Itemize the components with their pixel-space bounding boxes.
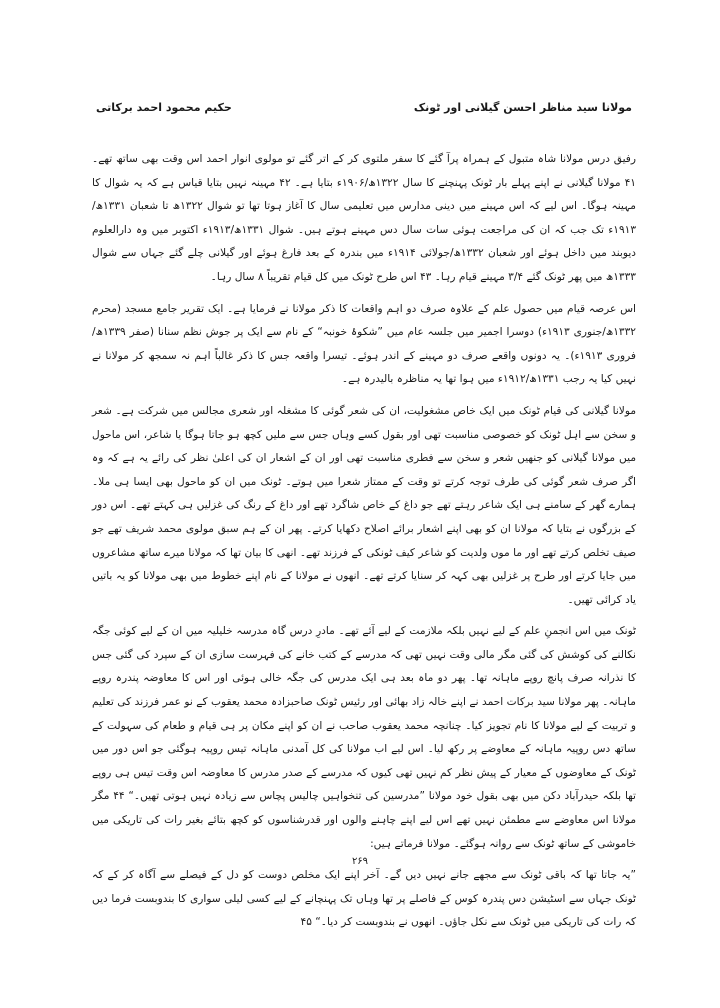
running-header (96, 101, 632, 121)
paragraph: مولانا گیلانی کی قیام ٹونک میں ایک خاص مشغولیت، ان کی شعر گوئی کا مشغلہ اور شعری مجالس میں شرکت ہے۔ شعر و سخن سے اہل ٹونک کو خصوصی مناسبت تھی اور بقول کسے وہاں جس سے ملیں کچھ ہو جاتا ہوگا یا شاعر، اس ماحول میں مولانا گیلانی کو جنھیں شعر و سخن سے فطری مناسبت تھی اور ان کے اشعار ان کی اعلیٰ نظر کی رائے یہ ہے کہ وہ اگر صرف شعر گوئی کی طرف توجہ کرتے تو وقت کے ممتاز شعرا میں ہوتے۔ ٹونک میں ان کو ماحول بھی ایسا ہی ملا۔ ہمارے گھر کے سامنے ہی ایک شاعر رہتے تھے جو داغ کے خاص شاگرد تھے اور داغ کے رنگ کی غزلیں ہی کہتے تھے۔ اس دور کے بزرگوں نے بتایا کہ مولانا ان کو بھی اپنے اشعار برائے اصلاح دکھایا کرتے۔ پھر ان کے ہم سبق مولوی محمد شریف تھے جو صیف تخلص کرتے تھے اور ما موں ولدیت کو شاعر کیف ٹونکی کے فرزند تھے۔ انھی کا بیان تھا کہ مولانا میرے ساتھ مشاعروں میں جایا کرتے اور طرح پر غزلیں بھی کہہ کر سنایا کرتے تھے۔ انھوں نے مولانا کے نام اپنے خطوط میں بھی مولانا کو یہ باتیں یاد کرائی تھیں۔ (92, 404, 636, 606)
paragraph: رفیق درس مولانا شاہ متبول کے ہمراہ پرآ گئے کا سفر ملتوی کر کے اتر گئے تو مولوی انوار احمد اس وقت بھی ساتھ تھے۔ ۴۱ مولانا گیلانی نے اپنے پہلے بار ٹونک پہنچنے کا سال ۱۳۲۲ھ/۱۹۰۶ء بتایا ہے۔ ۴۲ مہینہ نہیں بتایا قیاس ہے کہ یہ شوال کا مہینہ ہوگا۔ اس لیے کہ اس مہینے میں دینی مدارس میں تعلیمی سال کا آغاز ہوتا تھا تو شوال ۱۳۲۲ھ تا شعبان ۱۳۳۱ھ/۱۹۱۳ء تک جب کہ ان کی مراجعت ہوئی سات سال دس مہینے ہوتے ہیں۔ شوال ۱۳۳۱ھ/۱۹۱۳ء اکتوبر میں وہ دارالعلوم دیوبند میں داخل ہوئے اور شعبان ۱۳۳۲ھ/جولائی ۱۹۱۴ء میں بندرہ کے بعد فارغ ہوئے اور گیلانی چلے گئے جہاں سے شوال ۱۳۳۳ھ میں پھر ٹونک گئے ۳/۴ مہینے قیام رہا۔ ۴۳ اس طرح ٹونک میں کل قیام تقریباً ۸ سال رہا۔ (92, 153, 637, 283)
article-body (92, 148, 636, 935)
paragraph: ٹونک میں اس انجمنِ علم کے لیے نہیں بلکہ ملازمت کے لیے آئے تھے۔ مادرِ درس گاہ مدرسہ خلیلیہ میں ان کے لیے کوئی جگہ نکالنے کی کوشش کی گئی مگر مالی وقت نہیں تھی کہ مدرسے کے کتب خانے کی فہرست سازی ان کے سپرد کی گئی جس کا نذرانہ صرف پانچ روپے ماہانہ تھا۔ پھر دو ماہ بعد ہی ایک مدرس کی جگہ خالی ہوئی اور اس کا معاوضہ پندرہ روپے ماہانہ۔ پھر مولانا سید برکات احمد نے اپنے خالہ زاد بھائی اور رئیس ٹونک صاحبزادہ محمد یعقوب کے نو عمر فرزند کی تعلیم و تربیت کے لیے مولانا کا نام تجویز کیا۔ چنانچہ محمد یعقوب صاحب نے ان کو اپنے مکان پر ہی قیام و طعام کی سہولت کے ساتھ دس روپیہ ماہانہ کے معاوضے پر رکھ لیا۔ اس لیے اب مولانا کی کل آمدنی ماہانہ تیس روپیہ ہوگئی جو اس دور میں ٹونک کے معاوضوں کے معیار کے پیش نظر کم نہیں تھی کیوں کہ مدرسے کے صدر مدرس کا معاوضہ اس وقت تیس ہی روپے تھا بلکہ حیدرآباد دکن میں بھی بقول خود مولانا ”مدرسین کی تنخواہیں چالیس پچاس سے زیادہ نہیں ہوتی تھیں۔“ ۴۴ مگر مولانا اس معاوضے سے مطمئن نہیں تھے اس لیے اپنے چاہنے والوں اور قدرشناسوں کو کچھ بتائے بغیر رات کی تاریکی میں خاموشی کے ساتھ ٹونک سے روانہ ہوگئے۔ مولانا فرماتے ہیں: (92, 625, 636, 850)
author-name: حکیم محمود احمد برکاتی (96, 101, 232, 114)
running-title: مولانا سید مناظر احسن گیلانی اور ٹونک (413, 101, 632, 114)
block-quote: ”یہ جاتا تھا کہ باقی ٹونک سے مجھے جانے نہیں دیں گے۔ آخر اپنے ایک مخلص دوست کو دل کے فیصلے سے آگاہ کر کے کہ ٹونک جہاں سے اسٹیشن دس پندرہ کوس کے فاصلے پر تھا وہاں تک پہنچانے کے لیے کسی لیلی سواری کا بندوبست فرما دیں کہ رات کی تاریکی میں ٹونک سے نکل جاؤں۔ انھوں نے بندوبست کر دیا۔“ ۴۵ (92, 869, 636, 929)
paragraph: اس عرصہ قیام میں حصول علم کے علاوہ صرف دو اہم واقعات کا ذکر مولانا نے فرمایا ہے۔ ایک تقریر جامع مسجد (محرم ۱۳۳۲ھ/جنوری ۱۹۱۳ء) دوسرا اجمیر میں جلسہ عام میں ”شکوۂ خونبہ“ کے نام سے ایک پر جوش نظم سنانا (صفر ۱۳۳۹ھ/فروری ۱۹۱۳ء)۔ یہ دونوں واقعے صرف دو مہینے کے اندر ہوئے۔ تیسرا واقعہ جس کا ذکر غالباً اہم نہ سمجھ کر مولانا نے نہیں کیا یہ رجب ۱۳۳۱ھ/۱۹۱۲ء میں ہوا تھا یہ مناظرہ بالیدرہ ہے۔ (92, 302, 636, 386)
page-number: ۲۶۹ (351, 856, 369, 867)
